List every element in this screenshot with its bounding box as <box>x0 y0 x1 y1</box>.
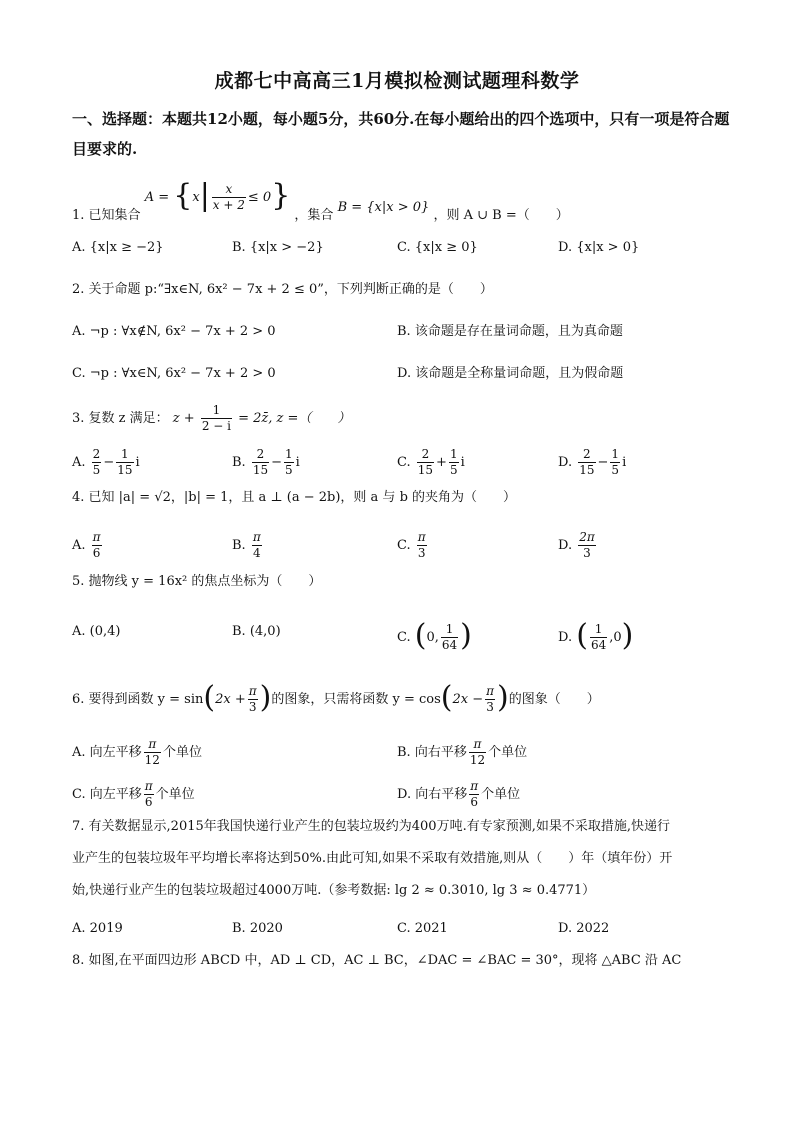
q3-a-op: − <box>103 455 115 470</box>
q6-option-b <box>397 737 527 768</box>
q3-a-n1: 2 <box>92 447 101 461</box>
q4-option-d <box>558 530 598 561</box>
q3-d-unit: i <box>622 455 627 470</box>
q6-arg1: 2x + <box>215 692 246 707</box>
q3-b-d1: 15 <box>252 463 269 477</box>
section-heading: 一、选择题：本题共12小题，每小题5分，共60分.在每小题给出的四个选项中，只有一项是符合题目要求的. <box>72 110 730 158</box>
question-7-line-1: 7. 有关数据显示,2015年我国快递行业产生的包装垃圾约为400万吨.有专家预测,如果不采取措施,快递行 <box>72 819 670 834</box>
q2-option-d: D. 该命题是全称量词命题，且为假命题 <box>397 366 624 381</box>
q6-b-num: π <box>469 737 486 753</box>
q3-b-d2: 5 <box>285 463 293 477</box>
q2-option-a: A. ¬p : ∀x∉N, 6x² − 7x + 2 > 0 <box>72 324 276 339</box>
q5-option-c: C. (0, $\frac{1}{64}$ ) <box>397 617 472 653</box>
q5-option-d-label: D. <box>558 630 573 645</box>
q1-mid: ，集合 <box>294 208 334 223</box>
q3-d-op: − <box>597 455 609 470</box>
q3-c-n1: 2 <box>417 447 434 463</box>
page-title: 成都七中高高三1月模拟检测试题理科数学 <box>214 70 580 92</box>
q4-c-den: 3 <box>417 546 426 560</box>
q6-mid: 的图象，只需将函数 y = cos <box>271 692 441 707</box>
q3-option-c <box>397 447 465 478</box>
q3-a-d1: 5 <box>92 463 101 477</box>
q1-frac-den: x + 2 <box>212 198 245 212</box>
question-8-line-1: 8. 如图,在平面四边形 ABCD 中，AD ⊥ CD，AC ⊥ BC，∠DAC = ∠BAC = 30°，现将 △ABC 沿 AC <box>72 953 682 968</box>
q3-rhs: = 2z̄, z =（ ） <box>238 411 351 426</box>
q1-option-d: D. {x|x > 0} <box>558 240 640 255</box>
q3-option-a <box>72 447 140 478</box>
q3-option-d <box>558 447 626 478</box>
q1-frac-num: x <box>212 182 246 198</box>
q7-option-d: D. 2022 <box>558 921 610 936</box>
q3-b-n2: 1 <box>285 447 293 461</box>
q6-c-num: π <box>144 779 153 793</box>
q5-option-c-label: C. <box>397 630 411 645</box>
q6-option-a-label: A. 向左平移 <box>72 745 142 760</box>
q3-option-b <box>232 447 300 478</box>
q4-b-den: 4 <box>252 546 261 560</box>
q1-set-a-cond: ≤ 0 <box>247 190 272 205</box>
q3-c-unit: i <box>460 455 465 470</box>
q1-option-a: A. {x|x ≥ −2} <box>72 240 164 255</box>
q3-c-d2: 5 <box>449 463 458 477</box>
q3-option-b-label: B. <box>232 455 246 470</box>
q7-option-b: B. 2020 <box>232 921 283 936</box>
q5-d-num: 1 <box>590 622 607 638</box>
q3-d-n2: 1 <box>611 447 620 461</box>
q6-option-d-label: D. 向右平移 <box>397 787 468 802</box>
q4-a-den: 6 <box>92 546 101 560</box>
q3-prefix: 3. 复数 z 满足： <box>72 411 169 426</box>
q3-option-d-label: D. <box>558 455 573 470</box>
q3-a-unit: i <box>135 455 140 470</box>
q6-a-num: π <box>144 737 161 753</box>
q6-a-den: 12 <box>144 753 160 767</box>
q5-d-den: 64 <box>590 638 607 652</box>
q4-a-num: π <box>92 530 101 544</box>
q1-option-c: C. {x|x ≥ 0} <box>397 240 478 255</box>
q3-b-n1: 2 <box>252 447 269 463</box>
q6-arg2-den: 3 <box>486 700 494 714</box>
q3-lhs: z + <box>172 411 195 426</box>
q6-option-b-label: B. 向右平移 <box>397 745 467 760</box>
q5-option-b-label: B. <box>232 624 246 639</box>
q4-option-a <box>72 530 104 561</box>
q5-d-post: ,0 <box>609 630 622 645</box>
question-4-stem: 4. 已知 |a| = √2，|b| = 1，且 a ⊥ (a − 2b)，则 a 与 b 的夹角为（ ） <box>72 490 517 505</box>
q4-option-c <box>397 530 429 561</box>
q3-d-n1: 2 <box>578 447 595 463</box>
q6-d-num: π <box>470 779 479 793</box>
q4-option-b-label: B. <box>232 538 246 553</box>
q5-option-b <box>232 622 281 642</box>
q6-arg1-num: π <box>248 684 257 698</box>
q5-b-text: (4,0) <box>249 624 281 639</box>
q4-option-d-label: D. <box>558 538 573 553</box>
q6-c-den: 6 <box>144 795 153 809</box>
q6-prefix: 6. 要得到函数 y = sin <box>72 692 204 707</box>
question-7-line-3: 始,快递行业产生的包装垃圾超过4000万吨.（参考数据: lg 2 ≈ 0.3010, lg 3 ≈ 0.4771） <box>72 883 596 898</box>
q6-option-c <box>72 779 195 810</box>
q3-c-d1: 15 <box>417 463 434 477</box>
q4-option-b <box>232 530 264 561</box>
q6-b-den: 12 <box>469 753 486 767</box>
q1-option-b: B. {x|x > −2} <box>232 240 324 255</box>
q1-set-a-lhs: A = <box>144 190 170 205</box>
q4-option-c-label: C. <box>397 538 411 553</box>
q4-c-num: π <box>417 530 426 544</box>
q6-arg2: 2x − <box>452 692 484 707</box>
q6-option-a <box>72 737 202 768</box>
q5-c-den: 64 <box>441 638 458 652</box>
q5-c-num: 1 <box>441 622 458 638</box>
q5-a-text: (0,4) <box>89 624 121 639</box>
question-3-stem <box>72 403 350 434</box>
q3-c-op: + <box>436 455 447 470</box>
q1-set-b: B = {x|x > 0} <box>337 200 430 215</box>
q4-option-a-label: A. <box>72 538 86 553</box>
q3-frac-num: 1 <box>201 403 232 419</box>
q2-option-c: C. ¬p : ∀x∈N, 6x² − 7x + 2 > 0 <box>72 366 276 381</box>
q6-b-unit: 个单位 <box>488 745 528 760</box>
q3-option-a-label: A. <box>72 455 86 470</box>
q3-c-n2: 1 <box>449 447 458 461</box>
question-1-stem <box>72 177 569 231</box>
q4-d-num: 2π <box>579 530 595 544</box>
q6-d-unit: 个单位 <box>481 787 521 802</box>
q5-option-a-label: A. <box>72 624 86 639</box>
q3-option-c-label: C. <box>397 455 411 470</box>
q3-b-unit: i <box>295 455 300 470</box>
q3-frac-den: 2 − i <box>201 419 231 433</box>
q5-option-d: D. ( $\frac{1}{64}$ ,0) <box>558 617 634 653</box>
q4-b-num: π <box>252 530 261 544</box>
q6-tail: 的图象（ ） <box>508 692 600 707</box>
q1-set-a-fraction <box>212 182 246 213</box>
q3-a-d2: 15 <box>117 463 133 477</box>
q7-option-c: C. 2021 <box>397 921 448 936</box>
q1-set-a: A = {x| $\frac{x}{x + 2}$ ≤ 0} <box>144 177 291 213</box>
q3-d-d2: 5 <box>611 463 620 477</box>
q5-option-a <box>72 622 121 642</box>
q1-tail: ，则 A ∪ B =（ ） <box>433 208 569 223</box>
q6-a-unit: 个单位 <box>162 745 202 760</box>
question-2-stem: 2. 关于命题 p:“∃x∈N, 6x² − 7x + 2 ≤ 0”，下列判断正确的是（ ） <box>72 282 493 297</box>
q5-c-pre: 0, <box>426 630 439 645</box>
q3-a-n2: 1 <box>116 447 133 463</box>
q1-set-a-var: x <box>192 190 200 205</box>
q1-prefix: 1. 已知集合 <box>72 208 141 223</box>
q4-d-den: 3 <box>583 546 591 560</box>
question-5-stem: 5. 抛物线 y = 16x² 的焦点坐标为（ ） <box>72 574 322 589</box>
q6-option-c-label: C. 向左平移 <box>72 787 142 802</box>
q6-arg1-den: 3 <box>248 700 257 714</box>
q2-option-b: B. 该命题是存在量词命题，且为真命题 <box>397 324 623 339</box>
q6-c-unit: 个单位 <box>155 787 195 802</box>
q3-d-d1: 15 <box>579 463 595 477</box>
q6-option-d <box>397 779 520 810</box>
q3-b-op: − <box>271 455 283 470</box>
question-7-line-2: 业产生的包装垃圾年平均增长率将达到50%.由此可知,如果不采取有效措施,则从（ ）年（填年份）开 <box>72 851 673 866</box>
q7-option-a: A. 2019 <box>72 921 123 936</box>
question-6-stem: 6. 要得到函数 y = sin(2x + $\frac{\pi}{3}$ )的图象，只需将函数 y = cos(2x − $\frac{\pi}{3}$ )的图象（ ） <box>72 679 600 715</box>
q6-arg2-num: π <box>486 684 495 698</box>
q6-d-den: 6 <box>470 795 478 809</box>
q3-fraction <box>201 403 232 434</box>
